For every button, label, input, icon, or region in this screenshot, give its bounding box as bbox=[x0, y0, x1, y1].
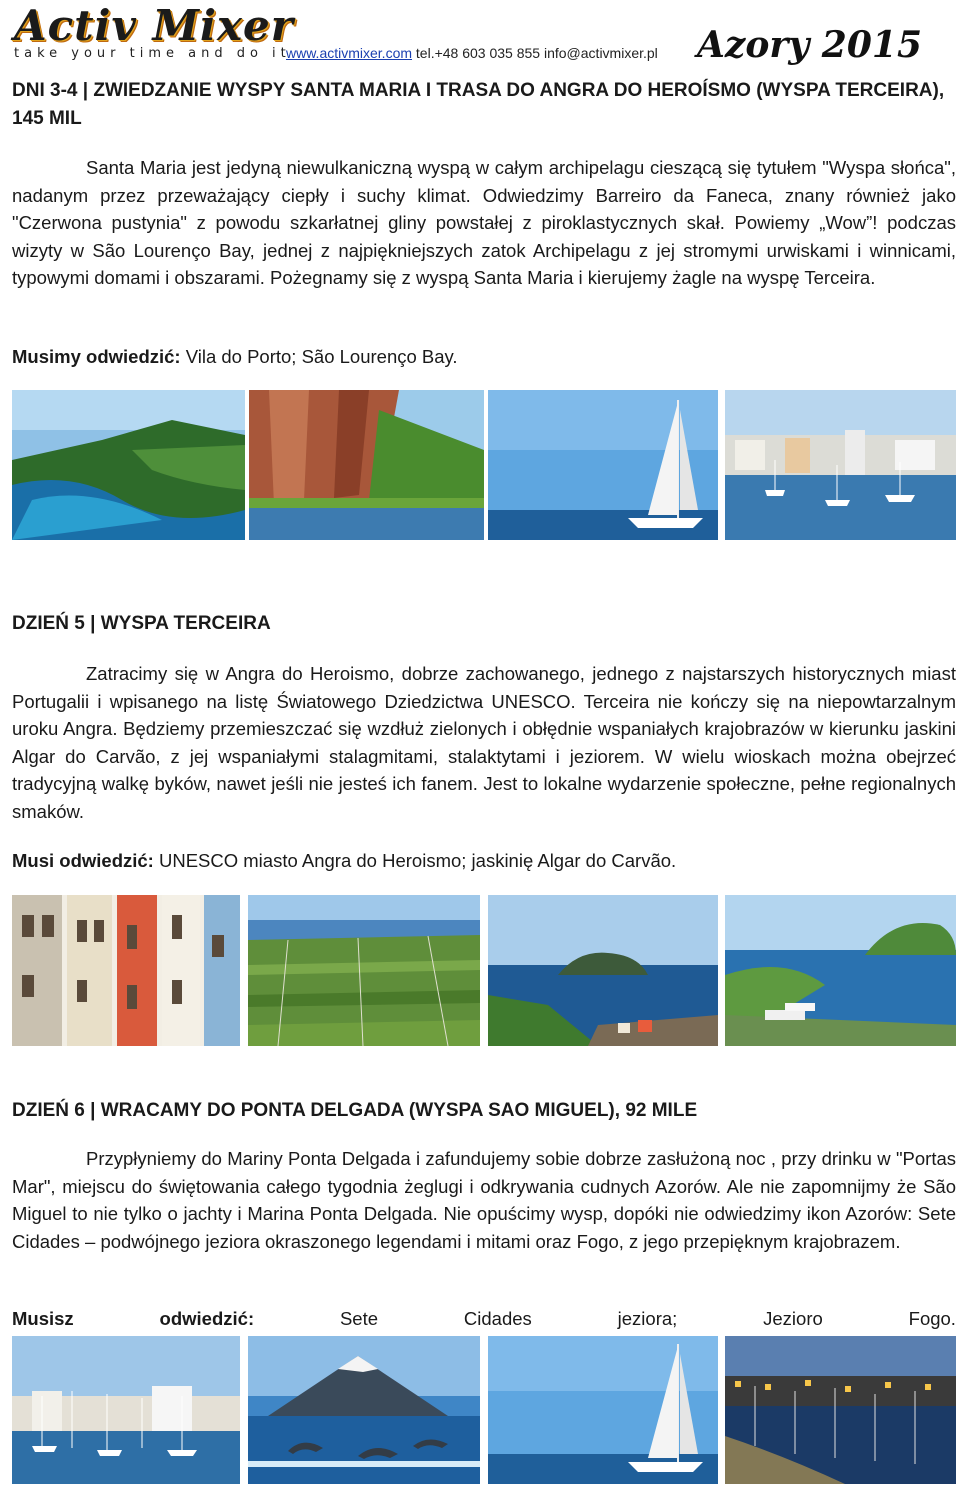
logo-tagline: take your time and do it bbox=[14, 46, 291, 61]
email-text: info@activmixer.pl bbox=[543, 45, 658, 61]
photo-harbor-town bbox=[725, 390, 956, 540]
must-visit-label: Musisz bbox=[12, 1308, 74, 1329]
must-visit-line bbox=[12, 1305, 956, 1332]
photo-red-cliffs bbox=[249, 390, 484, 540]
phone-text: tel.+48 603 035 855 bbox=[415, 45, 541, 61]
page-header bbox=[0, 0, 960, 75]
activ-mixer-logo bbox=[14, 1, 294, 61]
must-visit-label: Musi odwiedzić: bbox=[12, 850, 154, 871]
must-visit-word: Jezioro bbox=[763, 1308, 823, 1329]
must-visit-word: Fogo. bbox=[908, 1308, 956, 1329]
photo-dolphins-volcano bbox=[248, 1336, 480, 1484]
must-visit-word: Cidades bbox=[463, 1308, 532, 1329]
must-visit-value: UNESCO miasto Angra do Heroismo; jaskinię Algar do Carvão. bbox=[158, 850, 677, 871]
photo-islet-view bbox=[488, 895, 718, 1046]
website-link[interactable]: www.activmixer.com bbox=[286, 45, 413, 61]
contact-line bbox=[286, 45, 658, 61]
must-visit-label-2: odwiedzić: bbox=[159, 1308, 255, 1329]
logo-main-text: Activ Mixer bbox=[14, 1, 294, 50]
must-visit-line bbox=[12, 343, 956, 370]
must-visit-value: Vila do Porto; São Lourenço Bay. bbox=[185, 346, 458, 367]
photo-night-marina bbox=[725, 1336, 956, 1484]
section-title: DNI 3-4 | ZWIEDZANIE WYSPY SANTA MARIA I TRASA DO ANGRA DO HEROÍSMO (WYSPA TERCEIRA), 145 MIL bbox=[12, 80, 945, 129]
section-paragraph: Zatracimy się w Angra do Heroismo, dobrze zachowanego, jednego z najstarszych historycznych miast Portugalii i wpisanego na listę Światowego Dziedzictwa UNESCO. Terceira nie kończy się na niepowtarzalnym uroku Angra. Będziemy przemieszczać się wzdłuż zielonych i obłędnie wspaniałych krajobrazów w kierunku jaskini Algar do Carvão, z jej wspaniałymi stalagmitami, stalaktytami i jeziorem. W wielu wioskach można obejrzeć tradycyjną walkę byków, nawet jeśli nie jesteś ich fanem. Jest to lokalne wydarzenie społeczne, pełne regionalnych smaków. bbox=[12, 663, 956, 822]
photo-island-coast bbox=[12, 390, 245, 540]
photo-sailboat-2 bbox=[488, 1336, 718, 1484]
section-paragraph: Santa Maria jest jedyną niewulkaniczną wyspą w całym archipelagu cieszącą się tytułem "Wyspa słońca", nadanym przez przeważający ciepły i suchy klimat. Odwiedzimy Barreiro da Faneca, znany również jako "Czerwona pustynia" z powodu szkarłatnej gliny powstałej z piroklastycznych skał. Powiemy „Wow”! podczas wizyty w São Lourenço Bay, jednej z najpiękniejszych zatok Archipelagu z jej stromymi urwiskami i winnicami, typowymi domami i obszarami. Pożegnamy się z wyspą Santa Maria i kierujemy żagle na wyspę Terceira. bbox=[12, 157, 956, 288]
photo-terceira-bay bbox=[725, 895, 956, 1046]
must-visit-label: Musimy odwiedzić: bbox=[12, 346, 181, 367]
must-visit-line bbox=[12, 847, 956, 874]
photo-green-fields bbox=[248, 895, 480, 1046]
brand-title: Azory 2015 bbox=[697, 24, 922, 66]
must-visit-word: jeziora; bbox=[617, 1308, 678, 1329]
photo-colorful-street bbox=[12, 895, 240, 1046]
photo-marina-boats bbox=[12, 1336, 240, 1484]
section-title: DZIEŃ 6 | WRACAMY DO PONTA DELGADA (WYSPA SAO MIGUEL), 92 MILE bbox=[12, 1100, 698, 1121]
section-title: DZIEŃ 5 | WYSPA TERCEIRA bbox=[12, 613, 271, 634]
section-paragraph: Przypłyniemy do Mariny Ponta Delgada i zafundujemy sobie dobrze zasłużoną noc , przy drinku w "Portas Mar", miejscu do świętowania całego tygodnia żeglugi i odkrywania cudnych Azorów. Ale nie zapomnijmy że São Miguel to nie tylko o jachty i Marina Ponta Delgada. Nie opuścimy wysp, dopóki nie odwiedzimy ikon Azorów: Sete Cidades – podwójnego jeziora okraszonego legendami i mitami oraz Fogo, z jego przepięknym krajobrazem. bbox=[12, 1148, 956, 1252]
photo-sailboat bbox=[488, 390, 718, 540]
must-visit-word: Sete bbox=[339, 1308, 379, 1329]
